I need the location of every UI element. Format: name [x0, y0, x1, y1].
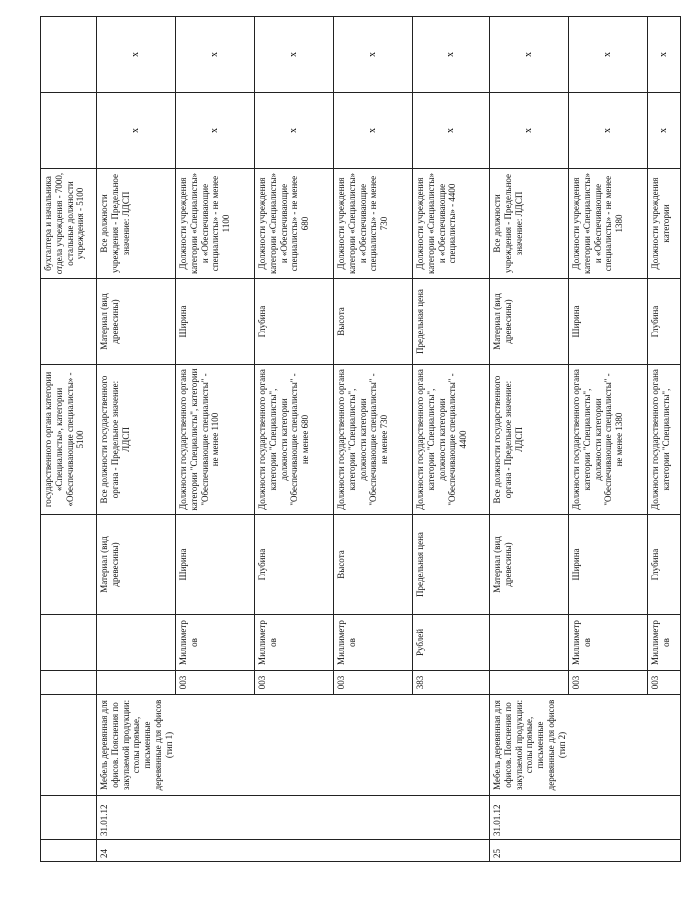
- inst-characteristic: Материал (вид древесины): [97, 279, 176, 365]
- inst-characteristic: Предельная цена: [413, 279, 490, 365]
- characteristic: Материал (вид древесины): [490, 515, 569, 615]
- org-value: Все должности государственного органа - Предельное значение: ЛДСП: [97, 365, 176, 515]
- cell-empty: [41, 796, 97, 840]
- unit-name: Миллиметров: [334, 615, 413, 671]
- x-mark: x: [255, 93, 334, 169]
- x-mark: x: [569, 93, 648, 169]
- inst-value: Должности учреждения категории «Специалисты» и «Обеспечивающие специалисты» - не менее 1380: [569, 169, 648, 279]
- inst-value: Должности учреждения категории «Специалисты» и «Обеспечивающие специалисты» - не менее 730: [334, 169, 413, 279]
- unit-code: 003: [648, 671, 681, 695]
- item-number: 25: [490, 840, 681, 862]
- inst-characteristic: Высота: [334, 279, 413, 365]
- characteristic: Высота: [334, 515, 413, 615]
- item-code: 31.01.12: [97, 796, 490, 840]
- org-value-cell: государственного органа категории «Специалисты», категории «Обеспечивающие специалисты» - 5100: [41, 365, 97, 515]
- x-mark: x: [97, 17, 176, 93]
- inst-value: Все должности учреждения - Предельное значение: ЛДСП: [97, 169, 176, 279]
- inst-characteristic: Ширина: [569, 279, 648, 365]
- item-number: 24: [97, 840, 490, 862]
- x-mark: x: [413, 93, 490, 169]
- cell-empty: [41, 615, 97, 671]
- x-mark: x: [648, 17, 681, 93]
- characteristic: Глубина: [648, 515, 681, 615]
- inst-value: Все должности учреждения - Предельное значение: ЛДСП: [490, 169, 569, 279]
- item-name: Мебель деревянная для офисов. Пояснения по закупаемой продукции: столы прямые, письменные деревянные для офисов (тип 1): [97, 695, 490, 796]
- characteristic: Предельная цена: [413, 515, 490, 615]
- table-row: [97, 17, 176, 862]
- cell-empty: [41, 17, 97, 93]
- cell-empty: [41, 671, 97, 695]
- x-mark: x: [176, 17, 255, 93]
- x-mark: x: [97, 93, 176, 169]
- characteristic: Ширина: [176, 515, 255, 615]
- unit-code: 003: [255, 671, 334, 695]
- org-value: Должности государственного органа категории "Специалисты", категории "Обеспечивающие специалисты" - не менее 1100: [176, 365, 255, 515]
- inst-characteristic: Ширина: [176, 279, 255, 365]
- inst-value: Должности учреждения категории «Специалисты» и «Обеспечивающие специалисты» - не менее 680: [255, 169, 334, 279]
- x-mark: x: [648, 93, 681, 169]
- x-mark: x: [490, 17, 569, 93]
- unit-name: Миллиметров: [569, 615, 648, 671]
- org-value: Должности государственного органа категории "Специалисты", должности категории "Обеспечивающие специалисты" - не менее 730: [334, 365, 413, 515]
- unit-name: [490, 615, 569, 671]
- x-mark: x: [413, 17, 490, 93]
- cell-empty: [41, 515, 97, 615]
- unit-code: [490, 671, 569, 695]
- unit-name: Миллиметров: [176, 615, 255, 671]
- characteristic: Материал (вид древесины): [97, 515, 176, 615]
- inst-value: Должности учреждения категории «Специалисты» и «Обеспечивающие специалисты» - 4400: [413, 169, 490, 279]
- x-mark: x: [334, 93, 413, 169]
- unit-code: [97, 671, 176, 695]
- table-row: [490, 17, 569, 862]
- cell-empty: [41, 840, 97, 862]
- cell-empty: [41, 279, 97, 365]
- unit-code: 003: [334, 671, 413, 695]
- unit-name: Рублей: [413, 615, 490, 671]
- unit-name: Миллиметров: [648, 615, 681, 671]
- characteristic: Ширина: [569, 515, 648, 615]
- inst-value-cell: бухгалтера и начальника отдела учреждения - 7000, остальные должности учреждения - 5100: [41, 169, 97, 279]
- inst-characteristic: Глубина: [255, 279, 334, 365]
- unit-name: [97, 615, 176, 671]
- inst-characteristic: Материал (вид древесины): [490, 279, 569, 365]
- item-name: Мебель деревянная для офисов. Пояснения по закупаемой продукции: столы прямые, письменные деревянные для офисов (тип 2): [490, 695, 681, 796]
- unit-name: Миллиметров: [255, 615, 334, 671]
- furniture-requirements-table: [40, 16, 681, 862]
- cell-empty: [41, 93, 97, 169]
- characteristic: Глубина: [255, 515, 334, 615]
- org-value: Должности государственного органа категории "Специалисты", должности категории "Обеспечивающие специалисты" - не менее 680: [255, 365, 334, 515]
- inst-characteristic: Глубина: [648, 279, 681, 365]
- org-value: Все должности государственного органа - Предельное значение: ЛДСП: [490, 365, 569, 515]
- org-value: Должности государственного органа категории "Специалисты", должности категории "Обеспечивающие специалисты" - не менее 1380: [569, 365, 648, 515]
- x-mark: x: [334, 17, 413, 93]
- inst-value: Должности учреждения категории «Специалисты» и «Обеспечивающие специалисты» - не менее 1100: [176, 169, 255, 279]
- org-value: Должности государственного органа категории "Специалисты",: [648, 365, 681, 515]
- item-code: 31.01.12: [490, 796, 681, 840]
- unit-code: 383: [413, 671, 490, 695]
- x-mark: x: [255, 17, 334, 93]
- unit-code: 003: [176, 671, 255, 695]
- x-mark: x: [490, 93, 569, 169]
- inst-value: Должности учреждения категории: [648, 169, 681, 279]
- unit-code: 003: [569, 671, 648, 695]
- org-value: Должности государственного органа категории "Специалисты", должности категории "Обеспечивающие специалисты" - 4400: [413, 365, 490, 515]
- x-mark: x: [176, 93, 255, 169]
- x-mark: x: [569, 17, 648, 93]
- cell-empty: [41, 695, 97, 796]
- continuation-row: [41, 17, 97, 862]
